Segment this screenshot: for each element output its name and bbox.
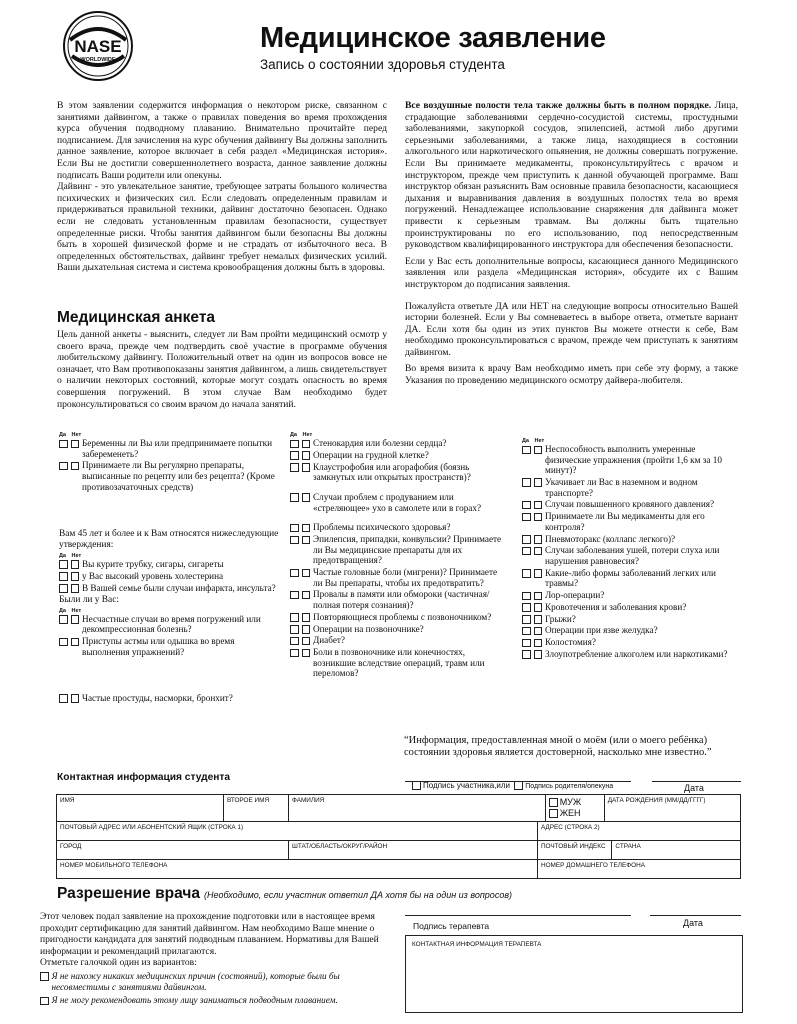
no-checkbox[interactable] [71,572,80,581]
questionnaire-intro [57,329,387,410]
question-item: Провалы в памяти или обмороки (частичная/полная потеря сознания)? [290,589,502,610]
no-checkbox[interactable] [302,649,311,658]
zip-field[interactable]: ПОЧТОВЫЙ ИНДЕКС [537,841,611,860]
yes-checkbox[interactable] [522,535,531,544]
address-line-2-field[interactable]: АДРЕС (СТРОКА 2) [537,822,740,841]
doctor-visit-note: Во время визита к врачу Вам необходимо иметь при себе эту форму, а также Указания по проведению медицинского осмотру дайвера-любителя. [405,363,738,387]
question-item: Операции на позвоночнике? [290,624,502,635]
male-label: МУЖ [559,797,582,807]
yes-checkbox[interactable] [59,572,68,581]
no-checkbox[interactable] [534,569,543,578]
no-checkbox[interactable] [302,625,311,634]
yes-checkbox[interactable] [59,584,68,593]
no-checkbox[interactable] [534,446,543,455]
yes-checkbox[interactable] [522,547,531,556]
question-item: Несчастные случаи во время погружений или декомпрессионная болезнь? [59,614,279,635]
page-title: Медицинское заявление [260,22,606,54]
yes-no-header: Да Нет [59,607,82,614]
no-checkbox[interactable] [71,584,80,593]
middle-name-field[interactable]: ВТОРОЕ ИМЯ [224,795,289,822]
doctor-option-1: Я не нахожу никаких медицинских причин (состояний), которые были бы несовместимы с занятиями дайвингом. [40,971,380,992]
no-checkbox[interactable] [534,650,543,659]
question-item: Операции при язве желудка? [522,625,740,636]
contact-heading: Контактная информация студента [57,772,231,783]
question-item: Случаи повышенного кровяного давления? [522,499,740,510]
question-item: Пневмоторакс (коллапс легкого)? [522,534,740,545]
no-checkbox[interactable] [71,694,80,703]
yes-checkbox[interactable] [522,501,531,510]
nase-logo [62,10,134,82]
yes-checkbox[interactable] [290,569,299,578]
home-phone-field[interactable]: НОМЕР ДОМАШНЕГО ТЕЛЕФОНА [537,860,740,879]
yes-checkbox[interactable] [59,694,68,703]
no-checkbox[interactable] [534,501,543,510]
questionnaire-text: Цель данной анкеты - выяснить, следует ли Вам пройти медицинский осмотр у своего врача, прежде чем подтвердить своё участие в программе обучения любительскому дайвингу. Положительный ответ на один из вопросов вовсе не означает, что Вам противопоказаны занятия дайвингом, а лишь свидетельствует о наличии некоторых состояний, которые могут создать опасность во время совершения погружений. В этом случае Вам необходимо будет проконсультироваться со своим врачом до начала занятий. [57,329,387,410]
doctor-text: Этот человек подал заявление на прохождение подготовки или в настоящее время проходит сертификацию для занятий дайвингом. Нам необходимо Ваше мнение о пригодности кандидата для занятий подводным плаванием. Нормативы для Вашей информации и рекомендаций прилагаются. [40,911,379,957]
airspace-paragraph: Все воздушные полости тела также должны быть в полном порядке. Лица, страдающие заболеваниями сердечно-сосудистой системы, простудными заболеваниями, закупоркой сосудов, эпилепсией, астмой либо другими серьезными заболеваниями, а также лица, находящиеся в состоянии алкогольного или наркотического опьянения, не должны совершать погружение. Если Вы принимаете медикаменты, проконсультируйтесь с врачом и инструктором, прежде чем приступить к данной обучающей программе. Ваш инструктор обязан разъяснить Вам основные правила безопасности, касающиеся дыхания и выравнивания давления в воздушных полостях тела во время погружений. Ненадлежащее использование снаряжения для дайвинга может привести к серьезным травмам. Вы должны быть тщательно проинструктированы по его использованию, под непосредственным руководством квалифицированного инструктора для обеспечения безопасности. [405,100,738,251]
no-checkbox[interactable] [534,639,543,648]
question-item: Грыжи? [522,614,740,625]
doctor-heading-row [57,885,512,903]
yes-checkbox[interactable] [290,524,299,533]
question-item: Вы курите трубку, сигары, сигареты [59,559,279,570]
doctor-text-block [40,911,380,1007]
yes-checkbox[interactable] [59,440,68,449]
therapist-date-label: Дата [683,918,703,928]
no-checkbox[interactable] [302,569,311,578]
fit-checkbox[interactable] [40,972,49,981]
yes-checkbox[interactable] [522,478,531,487]
history-group-label: Были ли у Вас: [59,595,119,606]
yes-checkbox[interactable] [290,649,299,658]
question-item: Частые простуды, насморки, бронхит? [59,693,279,704]
question-item: Колостомия? [522,637,740,648]
country-field[interactable]: СТРАНА [612,841,741,860]
right-intro-block [405,100,738,387]
yes-checkbox[interactable] [290,440,299,449]
doctor-heading: Разрешение врача [57,885,200,902]
yes-checkbox[interactable] [290,591,299,600]
yes-checkbox[interactable] [290,625,299,634]
female-checkbox[interactable] [549,809,558,818]
surname-field[interactable]: ФАМИЛИЯ [289,795,546,822]
question-item: Эпилепсия, припадки, конвульсии? Принимаете ли Вы медицинские препараты для их предотвращения? [290,534,502,566]
question-item: Неспособность выполнить умеренные физические упражнения (пройти 1,6 км за 10 минут)? [522,444,740,476]
yes-checkbox[interactable] [522,639,531,648]
age-group-label: Вам 45 лет и более и к Вам относятся нижеследующие утверждения: [59,529,279,551]
yes-checkbox[interactable] [290,613,299,622]
no-checkbox[interactable] [302,536,311,545]
question-item: Клаустрофобия или агорафобия (боязнь замкнутых или открытых пространств)? [290,462,502,483]
no-checkbox[interactable] [71,462,80,471]
no-checkbox[interactable] [302,591,311,600]
yes-checkbox[interactable] [522,446,531,455]
question-item: Укачивает ли Вас в наземном и водном транспорте? [522,477,740,498]
yes-checkbox[interactable] [290,637,299,646]
no-checkbox[interactable] [302,440,311,449]
question-item: Какие-либо формы заболеваний легких или травмы? [522,568,740,589]
svg-text:NASE: NASE [74,37,122,56]
yes-checkbox[interactable] [59,638,68,647]
intro-block [57,100,387,274]
mobile-phone-field[interactable]: НОМЕР МОБИЛЬНОГО ТЕЛЕФОНА [57,860,538,879]
no-checkbox[interactable] [302,493,311,502]
question-item: Принимаете ли Вы регулярно препараты, выписанные по рецепту или без рецепта? (Кроме противозачаточных средств) [59,460,279,492]
intro-paragraph: В этом заявлении содержится информация о некотором риске, связанном с занятиями дайвингом, а также о правилах поведения во время прохождения курса обучения подводному плаванию. Внимательно прочитайте перед подписанием. Для зачисления на курс обучения дайвингу Вы должны заполнить данное заявление, которое включает в себя раздел «Медицинская история». Если Вы не достигли совершеннолетнего возраста, данное заявление должны подписать Ваши родители или опекуны. [57,100,387,181]
yes-checkbox[interactable] [59,615,68,624]
yes-no-instructions: Пожалуйста ответьте ДА или НЕТ на следующие вопросы относительно Вашей истории болезней. Если у Вы сомневаетесь в выборе ответа, отметьте вариант ДА. Если хотя бы один из этих пунктов Вы можете отнести к себе, Вам необходимо проконсультироваться с врачом, прежде чем приступать к занятиям дайвингом. [405,300,738,358]
question-item: Случаи проблем с продуванием или «стреляющее» ухо в самолете или в горах? [290,492,502,513]
yes-checkbox[interactable] [59,560,68,569]
participant-signature-label: Подпись участника,или [423,781,511,790]
yes-checkbox[interactable] [522,513,531,522]
female-label: ЖЕН [559,808,581,818]
page-subtitle: Запись о состоянии здоровья студента [260,57,505,72]
question-item: Боли в позвоночнике или конечностях, возникшие вследствие операций, травм или переломов? [290,647,502,679]
yes-no-header: Да Нет [290,432,313,438]
question-item: у Вас высокий уровень холестерина [59,571,279,582]
gender-field [545,795,604,822]
yes-checkbox[interactable] [290,536,299,545]
question-item: Проблемы психического здоровья? [290,522,502,533]
no-checkbox[interactable] [71,560,80,569]
yes-checkbox[interactable] [522,603,531,612]
address-line-1-field[interactable]: ПОЧТОВЫЙ АДРЕС ИЛИ АБОНЕНТСКИЙ ЯЩИК (СТРОКА 1) [57,822,538,841]
date-signature-line[interactable] [652,781,741,782]
yes-checkbox[interactable] [522,569,531,578]
question-item: Беременны ли Вы или предпринимаете попытки забеременеть? [59,438,279,459]
no-checkbox[interactable] [302,613,311,622]
no-checkbox[interactable] [534,513,543,522]
question-item: Случаи заболевания ушей, потери слуха или нарушения равновесия? [522,545,740,566]
svg-text:WORLDWIDE: WORLDWIDE [80,57,116,63]
parent-checkbox[interactable] [514,781,523,790]
no-checkbox[interactable] [534,603,543,612]
therapist-signature-line[interactable] [405,915,631,916]
therapist-date-line[interactable] [650,915,741,916]
questions-col-3 [522,438,740,661]
yes-checkbox[interactable] [290,493,299,502]
doctor-option-2: Я не могу рекомендовать этому лицу заниматься подводным плаванием. [40,995,380,1006]
signature-date-label: Дата [684,783,704,793]
no-checkbox[interactable] [534,478,543,487]
yes-checkbox[interactable] [522,627,531,636]
therapist-contact-box[interactable] [405,935,743,1013]
no-checkbox[interactable] [534,592,543,601]
questions-paragraph: Если у Вас есть дополнительные вопросы, касающиеся данного Медицинского заявления или раздела «Медицинская история», обсудите их с Вашим инструктором до подписания заявления. [405,255,738,290]
no-checkbox[interactable] [534,627,543,636]
truthfulness-statement: “Информация, предоставленная мной о моём (или о моего ребёнка) состоянии здоровья является достоверной, насколько мне известно.” [404,735,712,758]
yes-checkbox[interactable] [522,592,531,601]
yes-no-header: Да Нет [522,438,545,444]
yes-checkbox[interactable] [290,451,299,460]
question-item: Кровотечения и заболевания крови? [522,602,740,613]
therapist-contact-label: КОНТАКТНАЯ ИНФОРМАЦИЯ ТЕРАПЕВТА [412,941,542,948]
yes-checkbox[interactable] [522,650,531,659]
no-checkbox[interactable] [302,451,311,460]
question-item: Злоупотребление алкоголем или наркотиками? [522,649,740,660]
yes-checkbox[interactable] [59,462,68,471]
question-item: Операции на грудной клетке? [290,450,502,461]
question-item: Частые головные боли (мигрени)? Принимаете ли Вы препараты, чтобы их предотвратить? [290,567,502,588]
state-field[interactable]: ШТАТ/ОБЛАСТЬ/ОКРУГ/РАЙОН [289,841,538,860]
signature-labels [412,781,613,790]
no-checkbox[interactable] [534,535,543,544]
yes-checkbox[interactable] [290,463,299,472]
no-checkbox[interactable] [302,637,311,646]
questionnaire-heading: Медицинская анкета [57,309,216,326]
question-item: Повторяющиеся проблемы с позвоночником? [290,612,502,623]
question-item: Диабет? [290,635,502,646]
no-checkbox[interactable] [71,440,80,449]
intro-paragraph-2: Дайвинг - это увлекательное занятие, требующее затраты большого количества психических и физических сил. Если следовать определенным правилам и придерживаться правильной техники, дайвинг достаточно безопасен. Однако если не следовать установленным правилам безопасности, существует определенные риски. Чтобы занятия дайвингом были безопасны Вы должны быть в хорошей физической форме и не страдать от избыточного веса. В определенных обстоятельствах, дайвинг требует немалых физических усилий. Ваши дыхательная система и система кровообращения должны быть в здоровы. [57,181,387,274]
not-fit-checkbox[interactable] [40,997,49,1006]
question-item: Стенокардия или болезни сердца? [290,438,502,449]
therapist-signature-label: Подпись терапевта [413,921,490,931]
no-checkbox[interactable] [71,638,80,647]
no-checkbox[interactable] [534,615,543,624]
parent-signature-label: Подпись родителя/опекуна [525,783,614,790]
first-name-field[interactable]: ИМЯ [57,795,224,822]
question-item: Лор-операции? [522,590,740,601]
participant-checkbox[interactable] [412,781,421,790]
yes-no-header: Да Нет [59,552,82,559]
contact-table [56,794,741,879]
date-of-birth-field[interactable]: ДАТА РОЖДЕНИЯ (ММ/ДД/ГГГГ) [604,795,740,822]
no-checkbox[interactable] [534,547,543,556]
yes-no-header: Да Нет [59,432,82,438]
city-field[interactable]: ГОРОД [57,841,289,860]
male-checkbox[interactable] [549,798,558,807]
no-checkbox[interactable] [71,615,80,624]
doctor-instruction: Отметьте галочкой один из вариантов: [40,957,197,969]
question-item: Принимаете ли Вы медикаменты для его контроля? [522,511,740,532]
doctor-note: (Необходимо, если участник ответил ДА хотя бы на один из вопросов) [203,890,513,900]
question-item: В Вашей семье были случаи инфаркта, инсульта? [59,583,279,594]
questions-col-2 [290,432,502,680]
questions-col-1 [59,432,279,704]
question-item: Приступы астмы или одышка во время выполнения упражнений? [59,636,279,657]
no-checkbox[interactable] [302,463,311,472]
no-checkbox[interactable] [302,524,311,533]
yes-checkbox[interactable] [522,615,531,624]
